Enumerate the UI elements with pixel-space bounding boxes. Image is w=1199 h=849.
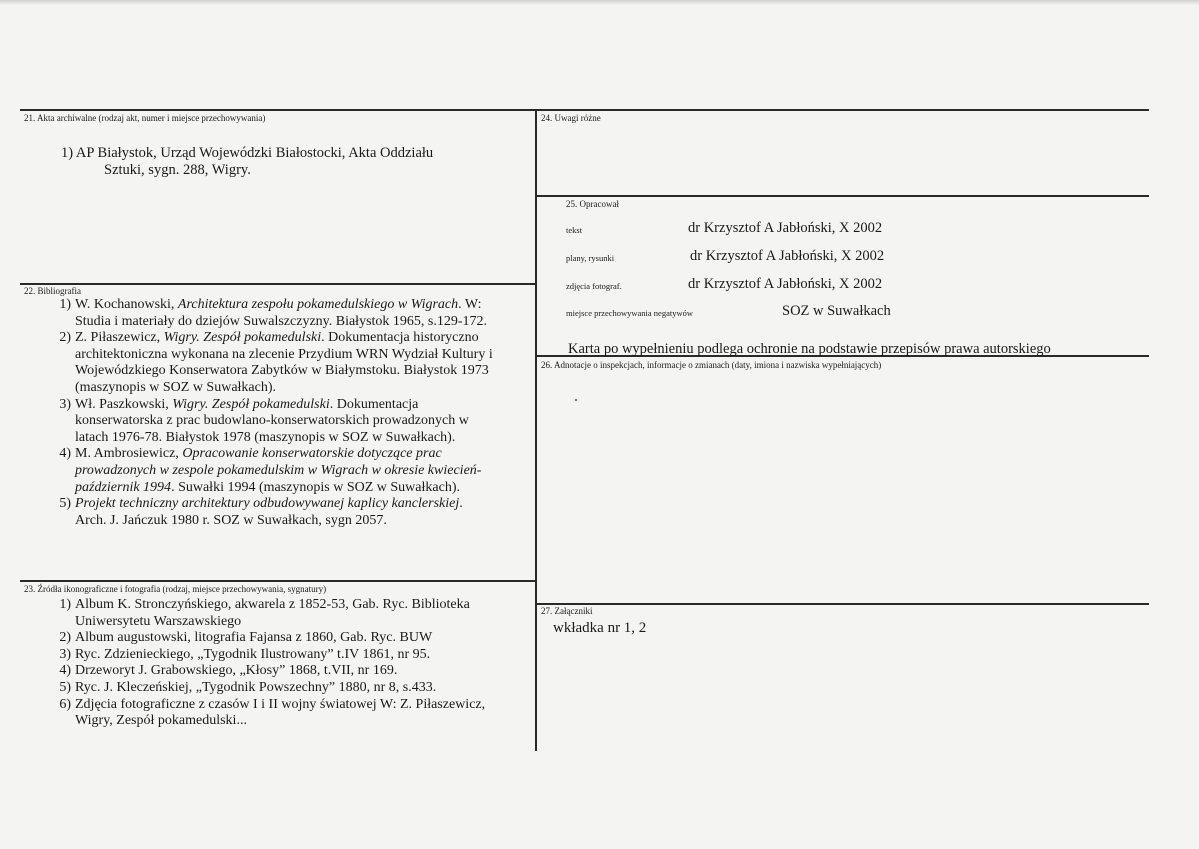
row-key-plany: plany, rysunki bbox=[566, 253, 615, 263]
list-item bbox=[47, 446, 527, 496]
item-text: Z. Piłaszewicz, Wigry. Zespół pokamedulski. Dokumentacja historyczno architektoniczna wykonana na zlecenie Przydium WRN Wydział Kultury i Wojewódzkiego Konserwatora Zabytków w Białymstoku. Białystok 1973 (maszynopis w SOZ w Suwałkach). bbox=[75, 330, 493, 395]
section-25-label: 25. Opracował bbox=[566, 199, 619, 209]
list-item bbox=[47, 597, 527, 630]
scan-speck bbox=[575, 399, 577, 401]
item-text: Album augustowski, litografia Fajansa z 1860, Gab. Ryc. BUW bbox=[75, 630, 433, 646]
item-number: 1) bbox=[59, 297, 71, 312]
list-item bbox=[47, 330, 527, 396]
rule-s22 bbox=[20, 283, 536, 285]
list-item bbox=[47, 630, 527, 647]
bibliography-list bbox=[47, 297, 527, 529]
item-number: 2) bbox=[59, 330, 71, 346]
item-text: Drzeworyt J. Grabowskiego, „Kłosy” 1868, t.VII, nr 169. bbox=[75, 663, 398, 679]
item-number: 3) bbox=[59, 646, 71, 662]
rule-s25 bbox=[536, 195, 1149, 197]
attachments-text: wkładka nr 1, 2 bbox=[553, 620, 647, 636]
section-24-label: 24. Uwagi różne bbox=[541, 113, 601, 123]
iconography-list bbox=[47, 597, 527, 730]
item-number: 5) bbox=[59, 496, 71, 512]
rule-s27 bbox=[536, 603, 1149, 605]
item-text: Ryc. J. Kleczeńskiej, „Tygodnik Powszechny” 1880, nr 8, s.433. bbox=[75, 679, 437, 695]
item-text: W. Kochanowski, Architektura zespołu pokamedulskiego w Wigrach. W: Studia i materiały do dziejów Suwalszczyzny. Białystok 1965, s.129-172. bbox=[75, 297, 488, 329]
list-item bbox=[47, 663, 527, 680]
row-key-tekst: tekst bbox=[566, 225, 583, 235]
item-text: Ryc. Zdzienieckiego, „Tygodnik Ilustrowany” t.IV 1861, nr 95. bbox=[75, 646, 431, 662]
section-26-label: 26. Adnotacje o inspekcjach, informacje o zmianach (daty, imiona i nazwiska wypełniających) bbox=[541, 360, 882, 370]
list-item bbox=[47, 496, 527, 529]
item-number: 4) bbox=[59, 446, 71, 462]
row-key-zdjecia: zdjęcia fotograf. bbox=[566, 281, 622, 291]
section-22-label: 22. Bibliografia bbox=[24, 286, 81, 296]
rule-s23 bbox=[20, 580, 536, 582]
center-divider bbox=[535, 109, 537, 751]
row-value-tekst: dr Krzysztof A Jabłoński, X 2002 bbox=[688, 220, 883, 236]
item-number: 2) bbox=[59, 630, 71, 646]
item-number: 6) bbox=[59, 696, 71, 712]
row-value-zdjecia: dr Krzysztof A Jabłoński, X 2002 bbox=[688, 276, 883, 292]
item-text: Wł. Paszkowski, Wigry. Zespół pokamedulski. Dokumentacja konserwatorska z prac budowlano-konserwatorskich prowadzonych w latach 1976-78. Białystok 1978 (maszynopis w SOZ w Suwałkach). bbox=[75, 396, 469, 445]
item-text: Projekt techniczny architektury odbudowywanej kaplicy kanclerskiej. Arch. J. Jańczuk 1980 r. SOZ w Suwałkach, sygn 2057. bbox=[75, 496, 463, 528]
scan-edge bbox=[0, 0, 1199, 5]
section-23-label: 23. Źródła ikonograficzne i fotografia (rodzaj, miejsce przechowywania, sygnatury) bbox=[24, 584, 327, 594]
top-rule bbox=[20, 109, 1149, 111]
item-number: 5) bbox=[59, 679, 71, 695]
item-text: Zdjęcia fotograficzne z czasów I i II wojny światowej W: Z. Piłaszewicz, Wigry, Zespół pokamedulski... bbox=[75, 696, 486, 729]
list-item bbox=[47, 397, 527, 447]
item-number: 3) bbox=[59, 396, 71, 412]
list-item bbox=[47, 297, 527, 330]
row-value-negatywy: SOZ w Suwałkach bbox=[782, 303, 891, 319]
item-number: 1) bbox=[59, 597, 71, 612]
item-number: 4) bbox=[59, 663, 71, 679]
section-21-line2: Sztuki, sygn. 288, Wigry. bbox=[104, 162, 251, 178]
item-text: Album K. Stronczyńskiego, akwarela z 1852-53, Gab. Ryc. Biblioteka Uniwersytetu Warszawskiego bbox=[75, 597, 470, 629]
section-27-label: 27. Załączniki bbox=[541, 606, 593, 616]
list-item bbox=[47, 697, 527, 730]
copyright-note: Karta po wypełnieniu podlega ochronie na podstawie przepisów prawa autorskiego bbox=[568, 341, 1051, 357]
list-item bbox=[47, 680, 527, 697]
list-item bbox=[47, 647, 527, 664]
section-21-line1: 1) AP Białystok, Urząd Wojewódzki Białostocki, Akta Oddziału bbox=[61, 145, 434, 161]
row-key-negatywy: miejsce przechowywania negatywów bbox=[566, 308, 693, 318]
item-text: M. Ambrosiewicz, Opracowanie konserwatorskie dotyczące prac prowadzonych w zespole pokamedulskim w Wigrach w okresie kwiecień- październik 1994. Suwałki 1994 (maszynopis w SOZ w Suwałkach). bbox=[75, 446, 482, 495]
section-21-label: 21. Akta archiwalne (rodzaj akt, numer i miejsce przechowywania) bbox=[24, 113, 266, 123]
row-value-plany: dr Krzysztof A Jabłoński, X 2002 bbox=[690, 248, 885, 264]
